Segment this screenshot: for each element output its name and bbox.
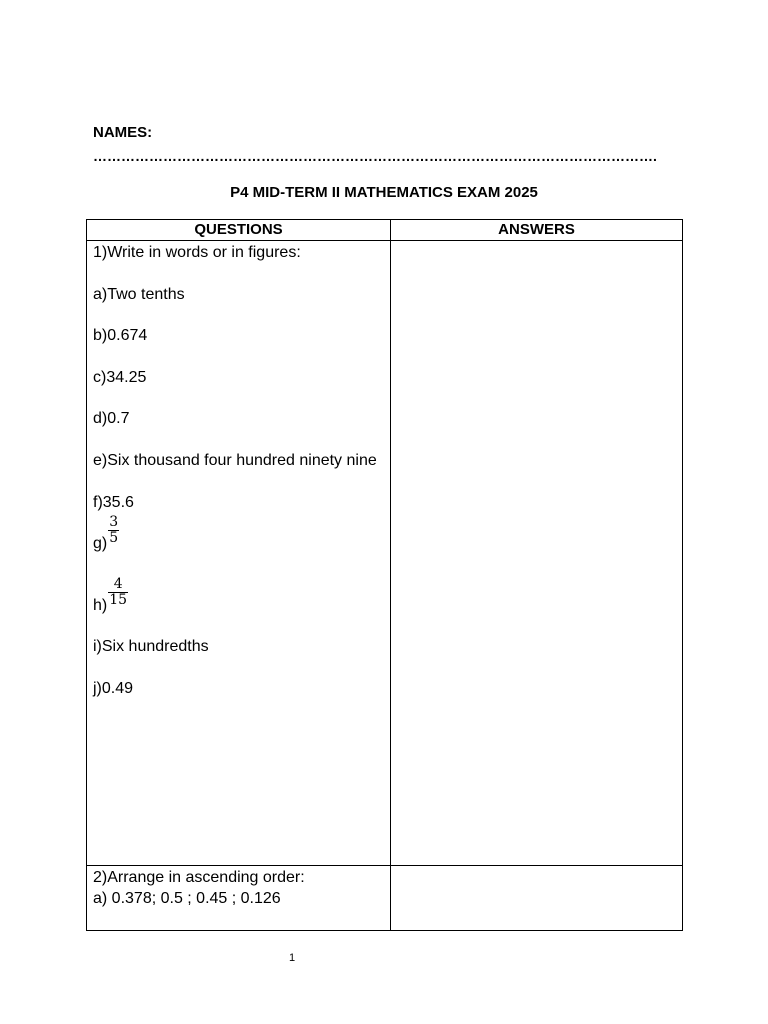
question-1b: b)0.674 bbox=[93, 327, 148, 345]
question-1j: j)0.49 bbox=[93, 679, 134, 697]
question-2-intro: 2)Arrange in ascending order: bbox=[93, 869, 305, 886]
question-1h bbox=[93, 575, 384, 616]
question-1d: d)0.7 bbox=[93, 410, 130, 428]
question-1a: a)Two tenths bbox=[93, 285, 185, 303]
answer-2-cell[interactable] bbox=[391, 866, 683, 931]
question-1e: e)Six thousand four hundred ninety nine bbox=[93, 451, 377, 469]
question-1c: c)34.25 bbox=[93, 368, 147, 386]
fraction-three-fifths bbox=[108, 515, 119, 546]
question-1g bbox=[93, 513, 384, 554]
fraction-denominator: 5 bbox=[109, 530, 119, 547]
names-label: NAMES: bbox=[93, 124, 153, 141]
question-1g-prefix: g) bbox=[93, 534, 108, 552]
fraction-numerator: 3 bbox=[109, 514, 119, 531]
exam-table bbox=[86, 219, 683, 931]
names-blank-line: …………………………………………………………………………………………………………. bbox=[93, 148, 657, 164]
fraction-numerator: 4 bbox=[113, 576, 123, 593]
fraction-four-fifteenths bbox=[108, 577, 128, 608]
table-row bbox=[87, 866, 683, 931]
table-row bbox=[87, 241, 683, 866]
fraction-denominator: 15 bbox=[109, 592, 128, 609]
answer-1-cell[interactable] bbox=[391, 241, 683, 866]
question-1i: i)Six hundredths bbox=[93, 638, 209, 656]
exam-title: P4 MID-TERM II MATHEMATICS EXAM 2025 bbox=[230, 184, 538, 201]
answers-header: ANSWERS bbox=[391, 220, 683, 241]
question-1h-prefix: h) bbox=[93, 596, 108, 614]
question-1-cell bbox=[87, 241, 391, 866]
question-1-intro: 1)Write in words or in figures: bbox=[93, 244, 301, 261]
questions-header: QUESTIONS bbox=[87, 220, 391, 241]
page-number: 1 bbox=[289, 952, 296, 964]
question-2a: a) 0.378; 0.5 ; 0.45 ; 0.126 bbox=[93, 889, 281, 907]
question-1f: f)35.6 bbox=[93, 493, 134, 511]
table-header-row bbox=[87, 220, 683, 241]
question-2-cell bbox=[87, 866, 391, 931]
